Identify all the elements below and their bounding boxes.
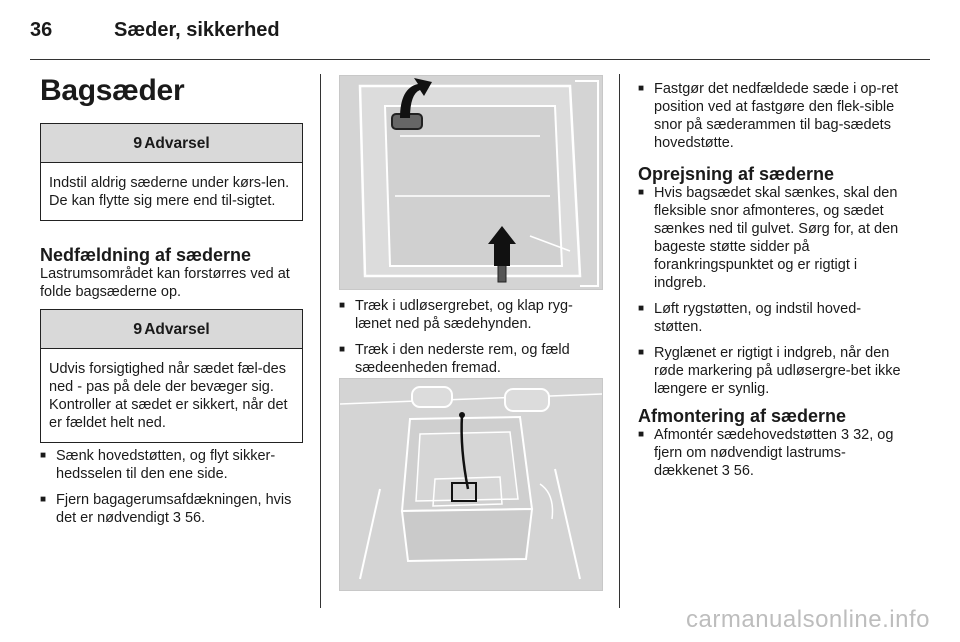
- list-item: ■ Afmontér sædehovedstøtten 3 32, og fjern om nødvendigt lastrums-dækkenet 3 56.: [638, 426, 903, 480]
- warning-title: Advarsel: [144, 135, 210, 152]
- warning-header: [41, 124, 302, 163]
- seat-back-diagram: [340, 76, 602, 289]
- list-item: ■ Fastgør det nedfældede sæde i op-ret position ved at fastgøre den flek-sible snor på sæderammen til bag-sædets hovedstøtte.: [638, 80, 903, 152]
- list-item: ■ Træk i udløsergrebet, og klap ryg-lænet ned på sædehynden.: [339, 297, 609, 333]
- warning-title: Advarsel: [144, 321, 210, 338]
- bullet-list-left: [40, 447, 302, 535]
- subheading-remove-seats: Afmontering af sæderne: [638, 406, 847, 426]
- page-number: 36: [30, 19, 53, 41]
- list-item: ■ Ryglænet er rigtigt i indgreb, når den røde markering på udløsergre-bet ikke længere er synlig.: [638, 344, 903, 398]
- column-divider-left: [320, 74, 321, 608]
- intro-text: Lastrumsområdet kan forstørres ved at folde bagsæderne op.: [40, 266, 290, 300]
- warning-icon: 9: [133, 321, 143, 338]
- warning-text: Udvis forsigtighed når sædet fæl-des ned - pas på dele der bevæger sig. Kontroller at sædet er sikkert, når det er fældet helt ned.: [49, 361, 288, 431]
- warning-text: Indstil aldrig sæderne under kørs-len. De kan flytte sig mere end til-sigtet.: [49, 175, 290, 209]
- warning-header: [41, 310, 302, 349]
- list-item: ■ Hvis bagsædet skal sænkes, skal den fleksible snor afmonteres, og sædet sænkes ned til gulvet. Sørg for, at den bageste støtte sidder på forankringspunktet og er rigtigt i indgreb.: [638, 184, 903, 292]
- bullet-list-middle: [339, 297, 609, 385]
- bullet-list-remove: [638, 426, 903, 488]
- list-item: ■ Sænk hovedstøtten, og flyt sikker-hedsselen til den ene side.: [40, 447, 302, 483]
- list-item: ■ Træk i den nederste rem, og fæld sædeenheden fremad.: [339, 341, 609, 377]
- subheading-raise-seats: Oprejsning af sæderne: [638, 164, 835, 184]
- header-divider: [30, 59, 930, 60]
- subheading-fold-down: Nedfældning af sæderne: [40, 245, 252, 265]
- warning-icon: 9: [133, 135, 143, 152]
- chapter-title: Sæder, sikkerhed: [114, 19, 280, 41]
- list-item: ■ Løft rygstøtten, og indstil hoved-støtten.: [638, 300, 903, 336]
- folded-seat-diagram: [340, 379, 602, 590]
- seat-strap-illustration: [339, 378, 603, 591]
- list-item: ■ Fjern bagagerumsafdækningen, hvis det er nødvendigt 3 56.: [40, 491, 302, 527]
- warning-box-2: [40, 309, 303, 443]
- bullet-list-right-top: [638, 80, 903, 160]
- section-title: Bagsæder: [40, 74, 185, 107]
- bullet-list-raise: [638, 184, 903, 406]
- warning-box-1: [40, 123, 303, 221]
- watermark: carmanualsonline.info: [686, 606, 930, 633]
- seat-release-illustration: [339, 75, 603, 290]
- column-divider-right: [619, 74, 620, 608]
